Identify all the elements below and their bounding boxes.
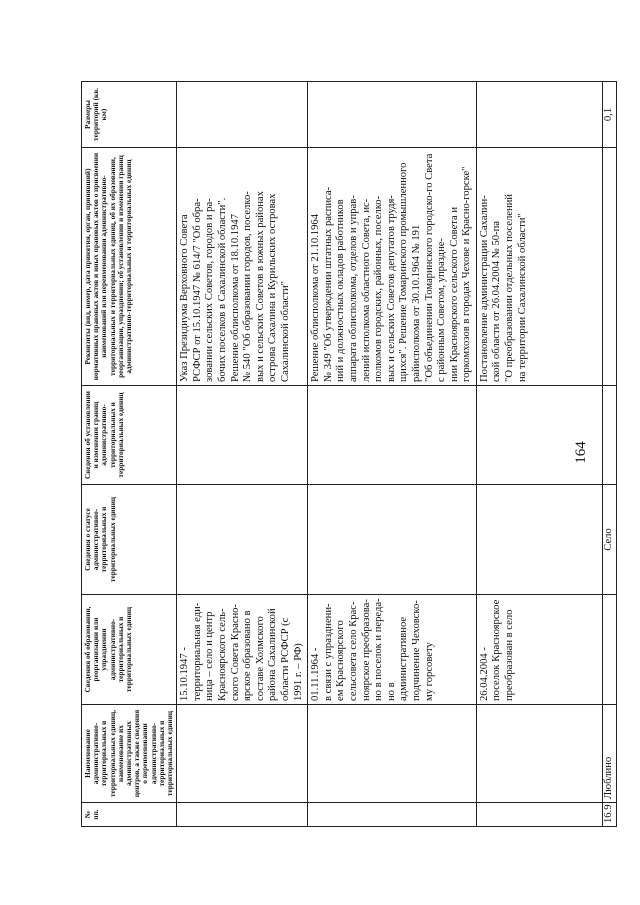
header-formation: Сведения об образовании, реорганизации или упразднении административно-территориальных и территориальных единиц	[82, 595, 177, 705]
table-cell-empty	[308, 386, 477, 485]
header-area: Размеры территорий (кв. км)	[82, 82, 177, 148]
settlement-area: 0,1	[602, 82, 616, 148]
table-cell-empty	[177, 386, 308, 485]
header-boundaries: Сведения об установлении и изменении границ административно-территориальных и территориальных единиц	[82, 386, 177, 485]
row1-formation: 15.10.1947 - территориальная еди- ница – село и центр Красноярского сель- ского Совета Красно- ярское образовано в составе Холмского района Сахалинской области РСФСР (с 1991 г. – РФ)	[177, 595, 308, 705]
table-cell-empty	[308, 705, 477, 803]
table-cell-empty	[308, 82, 477, 148]
row1-acts: Указ Президиума Верховного Совета РСФСР от 15.10.1947 № 614/7 "Об обра- зовании сельских Советов, городов и ра- бочих поселков в Сахалинской области". Решение облисполкома от 18.10.1947 № 540 "Об образовании городов, поселко- вых и сельских Советов в южных районах острова Сахалина и Курильских островах Сахалинской области"	[177, 148, 308, 386]
row-number: 16.9	[602, 803, 616, 827]
settlement-history-table	[81, 81, 617, 827]
table-cell-empty	[602, 386, 616, 485]
header-acts: Реквизиты (вид, номер, дата принятия, орган, принявший) нормативных правовых актов и иных правовых актов о присвоении наименований или переименовании административно-территориальных и территориальных единиц, об их образовании, реорганизации, упразднении; об установлении и изменении границ административно-территориальных и территориальных единиц	[82, 148, 177, 386]
settlement-status: Село	[602, 485, 616, 595]
table-row	[177, 82, 308, 827]
table-cell-empty	[602, 595, 616, 705]
table-cell-empty	[476, 803, 602, 827]
table-cell-empty	[476, 82, 602, 148]
table-header-row	[82, 82, 177, 827]
table-cell-empty	[308, 485, 477, 595]
table-cell-empty	[476, 485, 602, 595]
table-row	[308, 82, 477, 827]
table-row-summary	[602, 82, 616, 827]
table-cell-empty	[308, 803, 477, 827]
row2-formation: 01.11.1964 - в связи с упразднени- ем Красноярского сельсовета село Крас- ноярское преобразова- но в поселок и переда- но в административное подчинение Чеховско- му горсовету	[308, 595, 477, 705]
table-cell-empty	[177, 82, 308, 148]
settlement-name: Люблино	[602, 705, 616, 803]
table-cell-empty	[602, 148, 616, 386]
table-cell-empty	[476, 705, 602, 803]
table-cell-empty	[177, 705, 308, 803]
row3-formation: 26.04.2004 - поселок Красноярское преобразован в село	[476, 595, 602, 705]
header-name: Наименование административно-территориальных и территориальных единиц, наименование их административных центров, а также сведения о переименовании административно-территориальных и территориальных единиц	[82, 705, 177, 803]
header-number: № пп.	[82, 803, 177, 827]
table-row	[476, 82, 602, 827]
header-status: Сведения о статусе административно-территориальных и территориальных единиц	[82, 485, 177, 595]
page-number: 164	[573, 441, 589, 464]
table-cell-empty	[177, 803, 308, 827]
table-cell-empty	[177, 485, 308, 595]
row3-acts: Постановление администрации Сахалин- ской области от 26.04.2004 № 50-па "О преобразовании отдельных поселений на территории Сахалинской области"	[476, 148, 602, 386]
row2-acts: Решение облисполкома от 21.10.1964 № 349 "Об утверждении штатных расписа- ний и должностных окладов работников аппарата облисполкома, отделов и управ- лений исполкома областного Совета, ис- полкомов городских, районных, поселко- вых и сельских Советов депутатов трудя- щихся". Решение Томаринского промышленного райисполкома от 30.10.1964 № 191 "Об объединении Томаринского городско-го Света с районным Советом, упраздне- нии Красноярского сельского Совета и горкомхозов в городах Чехове и Красно-горске"	[308, 148, 477, 386]
table-cell-empty	[476, 386, 602, 485]
